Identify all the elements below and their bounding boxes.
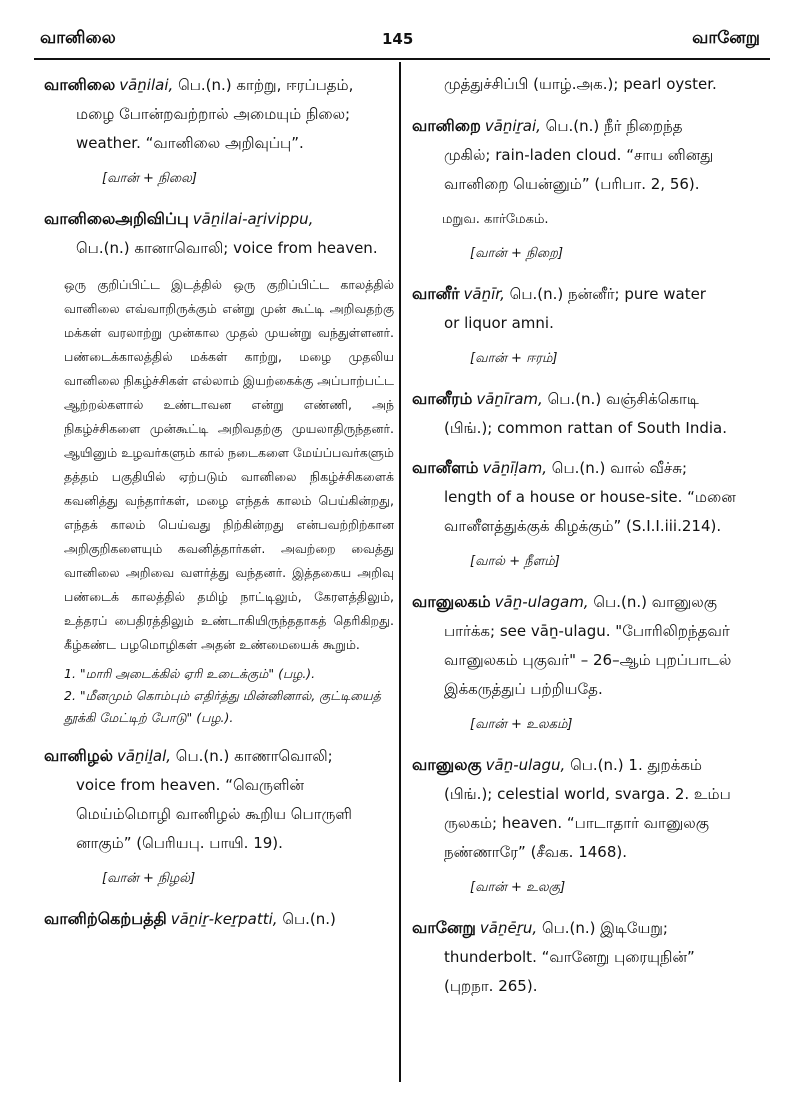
definition-line: voice from heaven. “வெருளின்	[76, 776, 305, 794]
definition: பெ.(n.) 1. துறக்கம்	[570, 756, 702, 774]
transliteration: vāṉilai-aṟivippu,	[192, 210, 314, 228]
headword: வானேறு	[412, 918, 476, 937]
definition-line: வானிறை யென்னும்” (பரிபா. 2, 56).	[444, 175, 700, 193]
transliteration: vāṉiḻal,	[116, 747, 172, 765]
synonym: மறுவ. கார்மேகம்.	[442, 212, 549, 227]
headword: வானீர்	[412, 284, 460, 303]
definition-line: வானீளத்துக்குக் கிழக்கும்” (S.I.I.iii.214).	[444, 517, 722, 535]
etymology: [வான் + நிறை]	[470, 246, 564, 261]
headword: வானீரம்	[412, 389, 473, 408]
entry-vanulagu	[412, 750, 762, 867]
transliteration: vāṉiṟ-keṟpatti,	[170, 910, 278, 928]
entry-vanirkerpatti	[44, 904, 394, 934]
headword: வானிலை	[44, 75, 116, 94]
definition-line: நண்ணாரே” (சீவக. 1468).	[444, 843, 628, 861]
definition-line: or liquor amni.	[444, 314, 554, 332]
definition: பெ.(n.) காணாவொலி;	[175, 747, 333, 765]
right-column	[412, 70, 762, 1011]
header-divider	[34, 58, 770, 60]
page-header	[0, 0, 800, 62]
etymology: [வான் + உலகு]	[470, 880, 566, 895]
definition-line: thunderbolt. “வானேறு புரையுநின்”	[444, 948, 695, 966]
definition: பெ.(n.) நீர் நிறைந்த	[545, 117, 683, 135]
definition-line: (புறநா. 265).	[444, 977, 538, 995]
transliteration: vāṉīr,	[463, 285, 505, 303]
definition-line: length of a house or house-site. “மனை	[444, 488, 736, 506]
headword: வானீளம்	[412, 458, 479, 477]
definition-line: முகில்; rain-laden cloud. “சாய னினது	[444, 146, 714, 164]
entry-vanulagam	[412, 587, 762, 704]
definition: பெ.(n.)	[282, 910, 336, 928]
definition-line: weather. “வானிலை அறிவுப்பு”.	[76, 134, 304, 152]
entry-vanirai	[412, 111, 762, 199]
etymology: [வான் + உலகம்]	[470, 717, 573, 732]
definition: பெ.(n.) வானுலகு	[593, 593, 717, 611]
transliteration: vāṉilai,	[119, 76, 174, 94]
entry-vanilai	[44, 70, 394, 158]
left-column	[44, 70, 394, 944]
definition-line: பெ.(n.) கானாவொலி; voice from heaven.	[76, 239, 378, 257]
definition-line: (பிங்.); celestial world, svarga. 2. உம்ப	[444, 785, 731, 803]
etymology: [வான் + நிலை]	[102, 171, 197, 186]
entry-vaneru	[412, 913, 762, 1001]
definition-line: பார்க்க; see vāṉ-ulagu. "போரிலிறந்தவர்	[444, 622, 730, 640]
entry-vaniram	[412, 384, 762, 443]
etymology: [வான் + ஈரம்]	[470, 351, 558, 366]
headword: வானுலகு	[412, 755, 482, 774]
definition-line: (பிங்.); common rattan of South India.	[444, 419, 727, 437]
transliteration: vāṉīḷam,	[482, 459, 547, 477]
definition-line: மெய்ம்மொழி வானிழல் கூறிய பொருளி	[76, 805, 352, 823]
entry-vanilam	[412, 453, 762, 541]
transliteration: vāṉ-ulagu,	[485, 756, 566, 774]
headword: வானிலைஅறிவிப்பு	[44, 209, 189, 228]
column-divider	[399, 62, 401, 1082]
definition-line: இக்கருத்துப் பற்றியதே.	[444, 680, 603, 698]
explanatory-note: ஒரு குறிப்பிட்ட இடத்தில் ஒரு குறிப்பிட்ட காலத்தில் வானிலை எவ்வாறிருக்கும் என்று முன் கூட்டி அறிவதற்கு மக்கள் வரலாற்று முன்கால முதல் முயன்று வந்துள்ளனர். பண்டைக்காலத்தில் மக்கள் காற்று, மழை முதலிய வானிலை நிகழ்ச்சிகள் எல்லாம் இயற்கைக்கு அப்பாற்பட்ட ஆற்றல்களால் உண்டாவன என்று எண்ணி, அந் நிகழ்ச்சிகளை முன்கூட்டி அறிவதற்கு முயலாதிருந்தனர். ஆயினும் உழவர்களும் கால் நடைகளை மேய்ப்பவர்களும் தத்தம் பகுதியில் ஏற்படும் வானிலை நிகழ்ச்சிகளைக் கவனித்து வந்தார்கள், மழை எந்தக் காலம் பெய்கின்றது, எந்தக் காலம் பெய்வது நிற்கின்றது என்பவற்றிற்கான அறிகுறிகளையும் கவனித்தார்கள். அவற்றை வைத்து வானிலை அறிவை வளர்த்து வந்தனர். இத்தகைய அறிவு பண்டைக் காலத்தில் தமிழ் நாட்டிலும், கேரளத்திலும், உத்தரப் பைதிரத்திலும் உண்டாகியிருந்ததாகத் தெரிகிறது. கீழ்கண்ட பழமொழிகள் அதன் உண்மையைக் கூறும்.	[64, 277, 395, 652]
headword: வானுலகம்	[412, 592, 491, 611]
entry-vanir	[412, 279, 762, 338]
definition: பெ.(n.) காற்று, ஈரப்பதம்,	[178, 76, 354, 94]
header-left-word: வானிலை	[40, 28, 116, 48]
definition-line: ருலகம்; heaven. “பாடாதார் வானுலகு	[444, 814, 709, 832]
definition: பெ.(n.) நன்னீர்; pure water	[509, 285, 706, 303]
etymology: [வான் + நிழல்]	[102, 871, 196, 886]
proverb: 2. "மீனமும் கொம்பும் எதிர்த்து மின்னினால், குட்டியைத் தூக்கி மேட்டிற் போடு" (பழ.).	[64, 688, 381, 725]
transliteration: vāṉīram,	[476, 390, 543, 408]
etymology: [வால் + நீளம்]	[470, 554, 560, 569]
definition: பெ.(n.) இடியேறு;	[541, 919, 668, 937]
definition-line: மழை போன்றவற்றால் அமையும் நிலை;	[76, 105, 351, 123]
entry-vanilal	[44, 741, 394, 858]
transliteration: vāṉiṟai,	[484, 117, 541, 135]
proverb: 1. "மாரி அடைக்கில் ஏரி உடைக்கும்" (பழ.).	[64, 666, 316, 681]
transliteration: vāṉ-ulagam,	[494, 593, 589, 611]
definition-line: னாகும்” (பெரியபு. பாயி. 19).	[76, 834, 283, 852]
headword: வானிழல்	[44, 746, 113, 765]
header-right-word: வானேறு	[692, 28, 760, 48]
continued-definition: முத்துச்சிப்பி (யாழ்.அக.); pearl oyster.	[444, 75, 717, 93]
definition-line: வானுலகம் புகுவர்" – 26–ஆம் புறப்பாடல்	[444, 651, 732, 669]
transliteration: vāṉēṟu,	[479, 919, 538, 937]
definition: பெ.(n.) வஞ்சிக்கொடி	[547, 390, 699, 408]
page-number: 145	[382, 30, 414, 48]
entry-vanilai-arivippu	[44, 204, 394, 263]
headword: வானிறை	[412, 116, 481, 135]
definition: பெ.(n.) வால் வீச்சு;	[551, 459, 688, 477]
headword: வானிற்கெற்பத்தி	[44, 909, 167, 928]
